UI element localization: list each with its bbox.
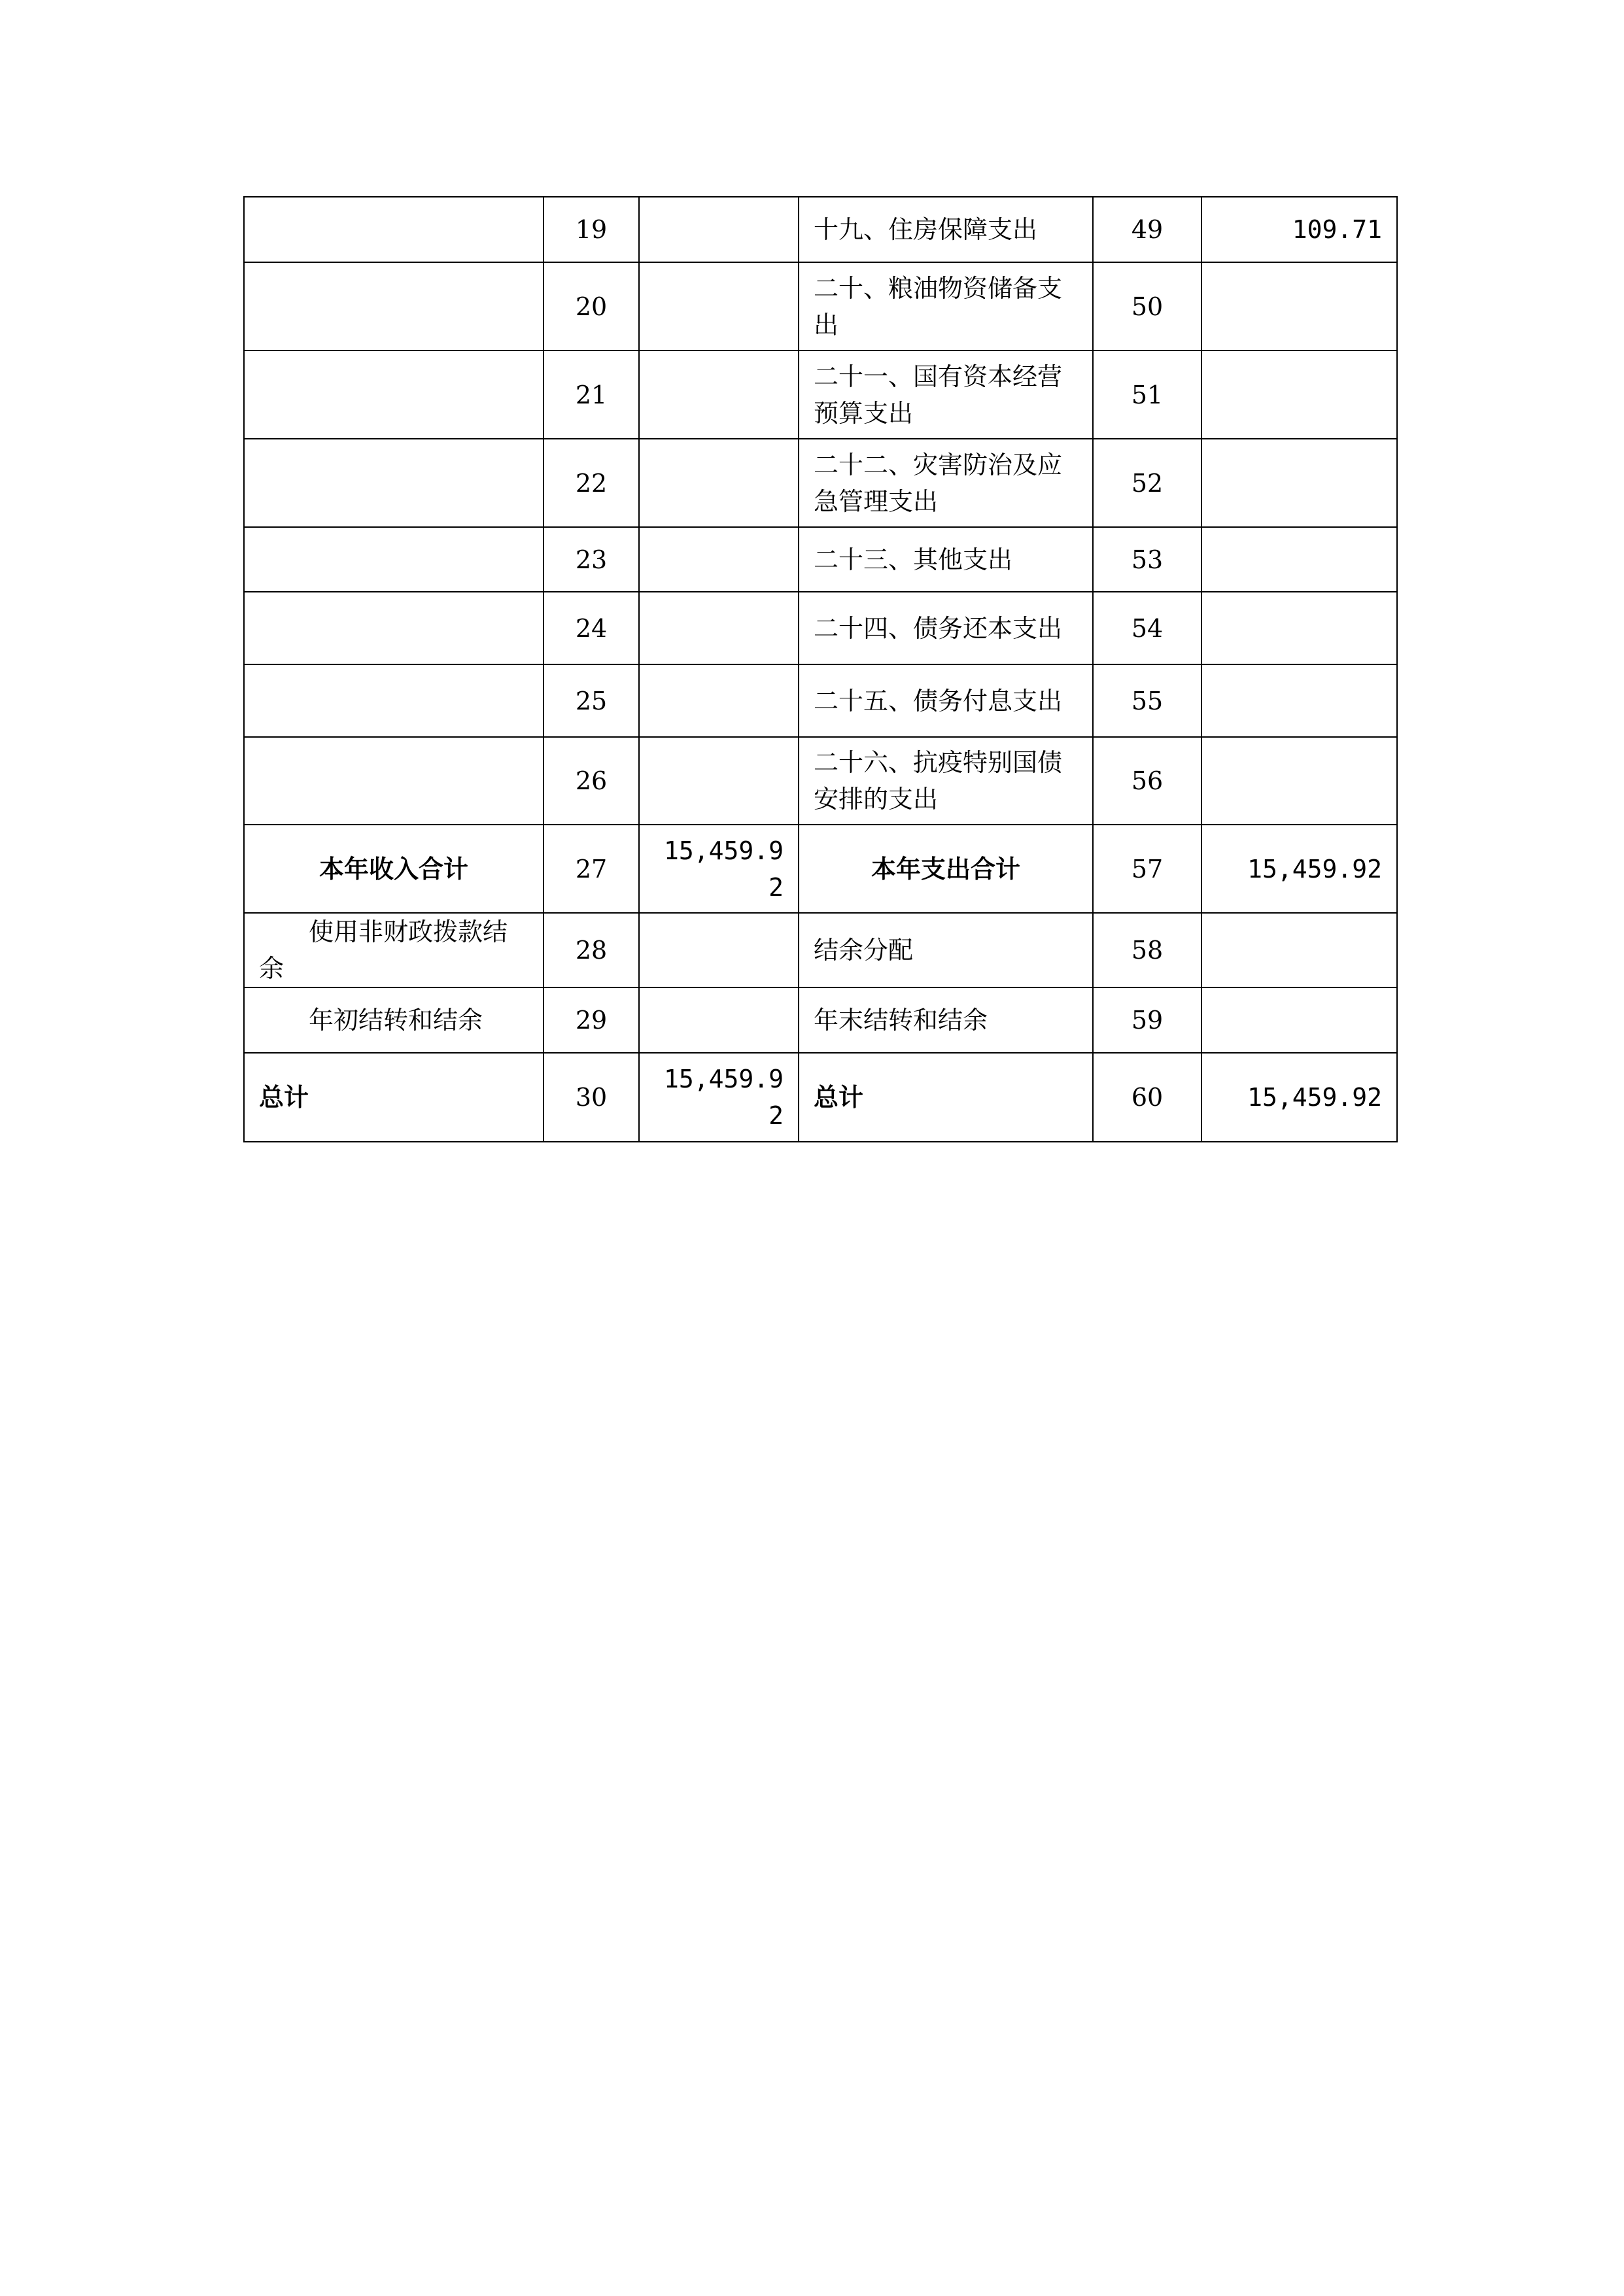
income-row-number: 28	[544, 913, 639, 987]
income-row-number: 21	[544, 351, 639, 439]
income-amount	[639, 439, 799, 527]
total-row	[244, 1053, 1397, 1142]
expense-row-number: 53	[1093, 527, 1201, 592]
income-row-number: 29	[544, 987, 639, 1053]
income-total-amount: 15,459.92	[639, 1053, 799, 1142]
income-total-label: 总计	[244, 1053, 544, 1142]
income-amount	[639, 592, 799, 664]
income-item-label	[244, 351, 544, 439]
expense-item-label: 二十四、债务还本支出	[799, 592, 1093, 664]
table-row	[244, 664, 1397, 737]
income-amount	[639, 737, 799, 825]
expense-amount: 109.71	[1201, 197, 1397, 262]
income-item-label	[244, 592, 544, 664]
income-amount	[639, 197, 799, 262]
expense-amount	[1201, 527, 1397, 592]
table-row	[244, 351, 1397, 439]
expense-row-number: 58	[1093, 913, 1201, 987]
expense-amount	[1201, 351, 1397, 439]
income-row-number: 22	[544, 439, 639, 527]
expense-item-label: 二十、粮油物资储备支出	[799, 262, 1093, 351]
subtotal-row	[244, 825, 1397, 913]
expense-amount	[1201, 737, 1397, 825]
expense-item-label: 年末结转和结余	[799, 987, 1093, 1053]
income-amount	[639, 987, 799, 1053]
table-row	[244, 439, 1397, 527]
income-row-number: 24	[544, 592, 639, 664]
expense-row-number: 54	[1093, 592, 1201, 664]
expense-row-number: 52	[1093, 439, 1201, 527]
expense-amount	[1201, 913, 1397, 987]
income-item-label: 年初结转和结余	[244, 987, 544, 1053]
expense-row-number: 59	[1093, 987, 1201, 1053]
expense-item-label: 二十一、国有资本经营预算支出	[799, 351, 1093, 439]
expense-row-number: 55	[1093, 664, 1201, 737]
expense-item-label: 十九、住房保障支出	[799, 197, 1093, 262]
income-item-label: 使用非财政拨款结余	[244, 913, 544, 987]
income-row-number: 25	[544, 664, 639, 737]
income-row-number: 30	[544, 1053, 639, 1142]
income-row-number: 27	[544, 825, 639, 913]
expense-row-number: 56	[1093, 737, 1201, 825]
income-item-label	[244, 737, 544, 825]
income-subtotal-label: 本年收入合计	[244, 825, 544, 913]
expense-item-label: 二十六、抗疫特别国债安排的支出	[799, 737, 1093, 825]
expense-item-label: 二十二、灾害防治及应急管理支出	[799, 439, 1093, 527]
budget-table	[243, 196, 1398, 1142]
expense-total-amount: 15,459.92	[1201, 1053, 1397, 1142]
expense-item-label: 结余分配	[799, 913, 1093, 987]
table-row	[244, 987, 1397, 1053]
expense-row-number: 49	[1093, 197, 1201, 262]
income-row-number: 20	[544, 262, 639, 351]
expense-row-number: 57	[1093, 825, 1201, 913]
income-row-number: 23	[544, 527, 639, 592]
income-amount	[639, 527, 799, 592]
expense-amount	[1201, 664, 1397, 737]
table-row	[244, 737, 1397, 825]
table-row	[244, 527, 1397, 592]
income-amount	[639, 913, 799, 987]
expense-item-label: 二十三、其他支出	[799, 527, 1093, 592]
income-item-label	[244, 439, 544, 527]
table-row	[244, 913, 1397, 987]
income-subtotal-amount: 15,459.92	[639, 825, 799, 913]
income-item-label	[244, 262, 544, 351]
table-row	[244, 592, 1397, 664]
income-row-number: 26	[544, 737, 639, 825]
expense-total-label: 总计	[799, 1053, 1093, 1142]
expense-row-number: 60	[1093, 1053, 1201, 1142]
expense-amount	[1201, 262, 1397, 351]
expense-amount	[1201, 987, 1397, 1053]
expense-amount	[1201, 439, 1397, 527]
income-amount	[639, 664, 799, 737]
expense-subtotal-label: 本年支出合计	[799, 825, 1093, 913]
income-item-label	[244, 197, 544, 262]
expense-row-number: 51	[1093, 351, 1201, 439]
income-item-label	[244, 664, 544, 737]
expense-amount	[1201, 592, 1397, 664]
income-amount	[639, 262, 799, 351]
table-row	[244, 197, 1397, 262]
expense-subtotal-amount: 15,459.92	[1201, 825, 1397, 913]
expense-item-label: 二十五、债务付息支出	[799, 664, 1093, 737]
expense-row-number: 50	[1093, 262, 1201, 351]
income-amount	[639, 351, 799, 439]
income-row-number: 19	[544, 197, 639, 262]
income-item-label	[244, 527, 544, 592]
table-row	[244, 262, 1397, 351]
